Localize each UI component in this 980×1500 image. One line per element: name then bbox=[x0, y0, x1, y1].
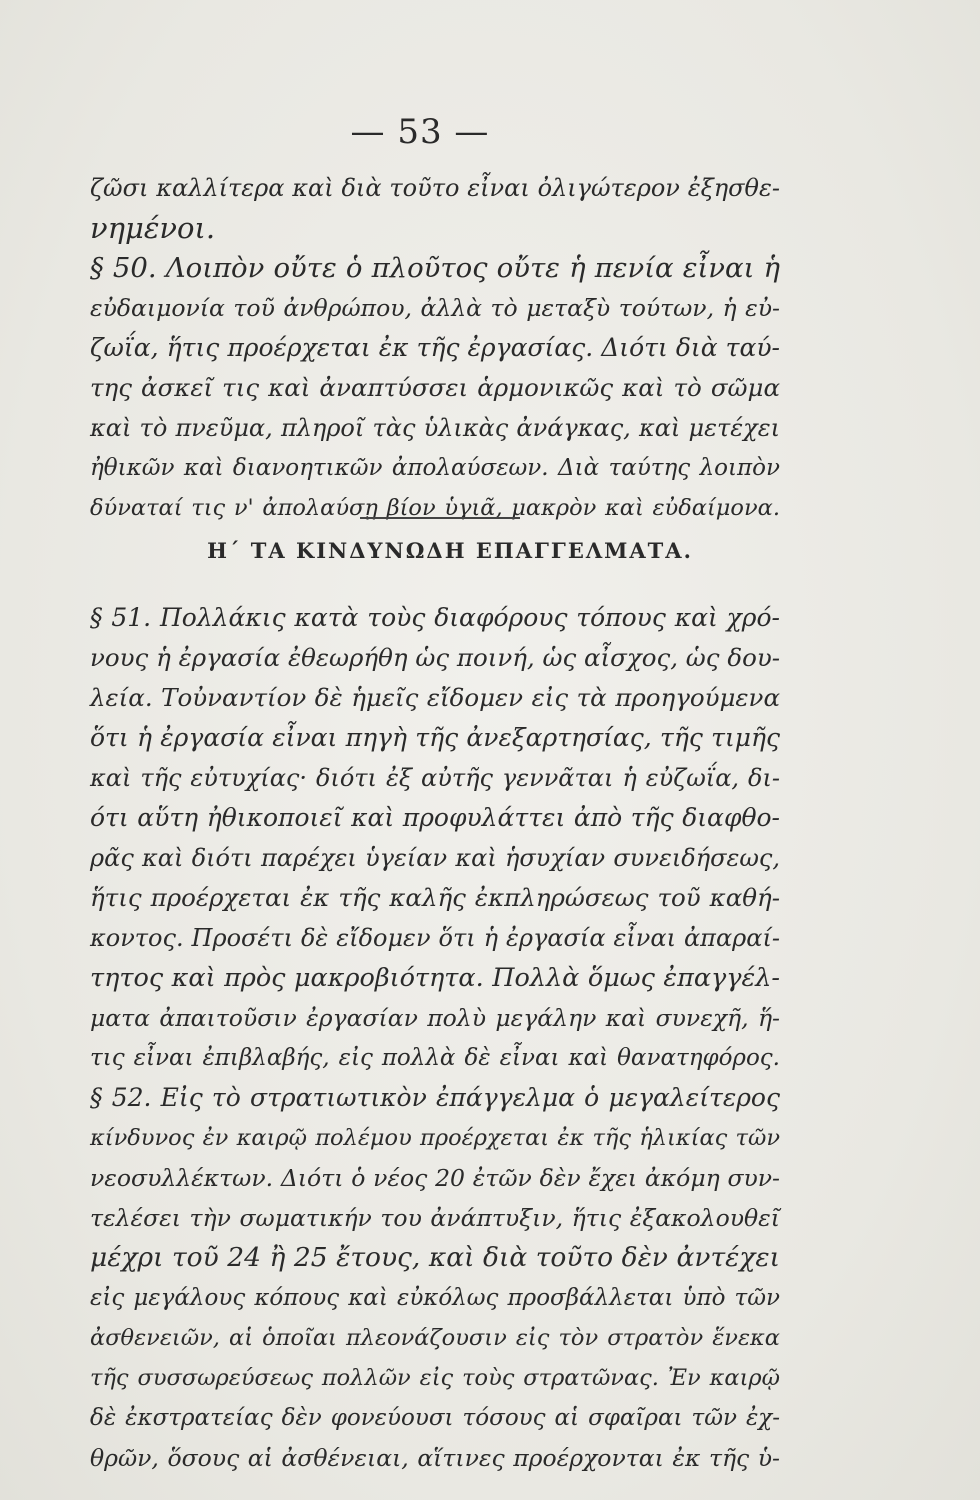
text-line: της ἀσκεῖ τις καὶ ἀναπτύσσει ἁρμονικῶς καὶ τὸ σῶμα bbox=[90, 373, 780, 402]
text-line: § 51. Πολλάκις κατὰ τοὺς διαφόρους τόπους καὶ χρό- bbox=[90, 603, 780, 632]
text-line: καὶ τὸ πνεῦμα, πληροῖ τὰς ὑλικὰς ἀνάγκας, καὶ μετέχει bbox=[90, 414, 780, 442]
text-line: ὅτι ἡ ἐργασία εἶναι πηγὴ τῆς ἀνεξαρτησίας, τῆς τιμῆς bbox=[90, 723, 780, 752]
text-line: εἰς μεγάλους κόπους καὶ εὐκόλως προσβάλλεται ὑπὸ τῶν bbox=[90, 1285, 780, 1311]
text-line: καὶ τῆς εὐτυχίας· διότι ἐξ αὐτῆς γεννᾶται ἡ εὐζωΐα, δι- bbox=[90, 764, 780, 792]
text-line: ματα ἀπαιτοῦσιν ἐργασίαν πολὺ μεγάλην καὶ συνεχῆ, ἥ- bbox=[90, 1004, 780, 1032]
text-line: μέχρι τοῦ 24 ἢ 25 ἔτους, καὶ διὰ τοῦτο δὲν ἀντέχει bbox=[90, 1242, 780, 1273]
text-line: ἀσθενειῶν, αἱ ὁποῖαι πλεονάζουσιν εἰς τὸν στρατὸν ἕνεκα bbox=[90, 1325, 780, 1351]
text-line: κοντος. Προσέτι δὲ εἴδομεν ὅτι ἡ ἐργασία εἶναι ἀπαραί- bbox=[90, 924, 780, 952]
text-line: ζῶσι καλλίτερα καὶ διὰ τοῦτο εἶναι ὀλιγώτερον ἐξησθε- bbox=[90, 174, 780, 202]
text-line: δύναταί τις ν' ἀπολαύσῃ βίον ὑγιᾶ, μακρὸν καὶ εὐδαίμονα. bbox=[90, 495, 780, 521]
page-number: — 53 — bbox=[350, 112, 490, 152]
text-line: εὐδαιμονία τοῦ ἀνθρώπου, ἀλλὰ τὸ μεταξὺ τούτων, ἡ εὐ- bbox=[90, 294, 780, 322]
text-line: νους ἡ ἐργασία ἐθεωρήθη ὡς ποινή, ὡς αἶσχος, ὡς δου- bbox=[90, 643, 780, 672]
section-divider bbox=[360, 517, 520, 519]
text-line: § 50. Λοιπὸν οὔτε ὁ πλοῦτος οὔτε ἡ πενία εἶναι ἡ bbox=[90, 252, 780, 284]
text-line: κίνδυνος ἐν καιρῷ πολέμου προέρχεται ἐκ τῆς ἡλικίας τῶν bbox=[90, 1125, 780, 1151]
text-line: τητος καὶ πρὸς μακροβιότητα. Πολλὰ ὅμως ἐπαγγέλ- bbox=[90, 963, 780, 993]
section-heading: Η΄ ΤΑ ΚΙΝΔΥΝΩΔΗ ΕΠΑΓΓΕΛΜΑΤΑ. bbox=[207, 538, 693, 563]
text-line: νημένοι. bbox=[90, 211, 216, 245]
text-line: θρῶν, ὅσους αἱ ἀσθένειαι, αἵτινες προέρχονται ἐκ τῆς ὑ- bbox=[90, 1444, 780, 1472]
text-line: τις εἶναι ἐπιβλαβής, εἰς πολλὰ δὲ εἶναι καὶ θανατηφόρος. bbox=[90, 1045, 780, 1071]
text-line: τελέσει τὴν σωματικήν του ἀνάπτυξιν, ἥτις ἐξακολουθεῖ bbox=[90, 1204, 780, 1232]
text-line: λεία. Τοὐναντίον δὲ ἡμεῖς εἴδομεν εἰς τὰ προηγούμενα bbox=[90, 683, 780, 712]
text-line: τῆς συσσωρεύσεως πολλῶν εἰς τοὺς στρατῶνας. Ἐν καιρῷ bbox=[90, 1365, 780, 1391]
text-line: δὲ ἐκστρατείας δὲν φονεύουσι τόσους αἱ σφαῖραι τῶν ἐχ- bbox=[90, 1405, 780, 1431]
text-line: ότι αὕτη ἠθικοποιεῖ καὶ προφυλάττει ἀπὸ τῆς διαφθο- bbox=[90, 803, 780, 832]
text-line: ἥτις προέρχεται ἐκ τῆς καλῆς ἐκπληρώσεως τοῦ καθή- bbox=[90, 883, 780, 912]
text-line: ἠθικῶν καὶ διανοητικῶν ἀπολαύσεων. Διὰ ταύτης λοιπὸν bbox=[90, 455, 780, 481]
text-line: νεοσυλλέκτων. Διότι ὁ νέος 20 ἐτῶν δὲν ἔχει ἀκόμη συν- bbox=[90, 1164, 780, 1192]
text-line: ζωΐα, ἥτις προέρχεται ἐκ τῆς ἐργασίας. Διότι διὰ ταύ- bbox=[90, 333, 780, 362]
text-line: ρᾶς καὶ διότι παρέχει ὑγείαν καὶ ἡσυχίαν συνειδήσεως, bbox=[90, 844, 780, 872]
text-line: § 52. Εἰς τὸ στρατιωτικὸν ἐπάγγελμα ὁ μεγαλείτερος bbox=[90, 1083, 780, 1112]
